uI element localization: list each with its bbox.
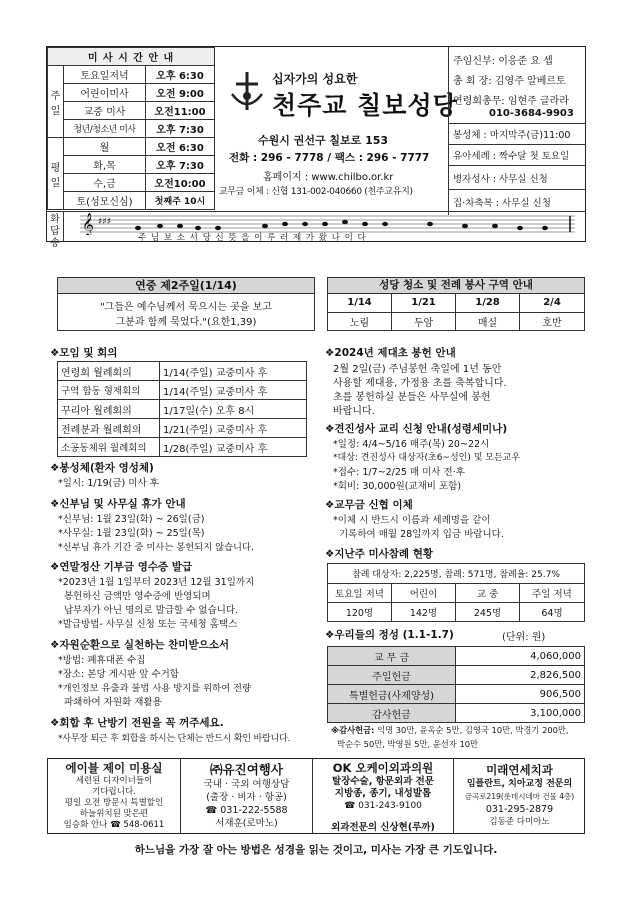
mass-row-name: 월 [64,138,146,156]
weekend-label: 주일 [48,66,64,138]
church-logo [228,70,266,114]
cleaning-group: 호반 [520,312,585,330]
mass-row-time: 오전 6:30 [146,138,215,156]
ad-line: 031-295-2879 [485,804,554,815]
cleaning-date: 1/21 [392,294,456,312]
meeting-when: 1/14(주일) 교중미사 후 [160,381,307,400]
ad-line: 임승화 안나 ☎ 548-0611 [63,820,165,830]
thanks-names: 익명 30만, 윤옥순 5만, 김영국 10만, 박경기 200만, [377,725,569,735]
offering-amount: 2,826,500 [456,666,585,685]
ad-line: 탈장수술, 항문외과 전문 [332,776,434,787]
meetings-table [57,361,307,457]
meeting-when: 1/21(주일) 교중미사 후 [160,419,307,438]
bank-account: 교무금 이체 : 신협 131-002-040660 (천주교유지) [219,187,413,197]
offering-name: 주일헌금 [328,666,456,685]
pastor: 주임신부: 이응준 요 셉 [453,56,553,67]
president: 총 회 장: 김영주 알베르토 [453,76,566,87]
meeting-when: 1/14(주일) 교중미사 후 [160,362,307,381]
mass-row-name: 어린이미사 [64,84,146,102]
weekday-label: 평일 [48,138,64,210]
ad-line: 국내 · 국외 여행상담 [203,779,290,790]
offering-name: 특별헌금(사제양성) [328,685,456,704]
hymn-label: 화답송 [50,214,60,249]
mass-row-name: 교중 미사 [64,102,146,120]
recycle-title: ❖자원순환으로 실천하는 찬미받으소서 [50,639,230,651]
offering-amount: 906,500 [456,685,585,704]
cleaning-date: 1/14 [328,294,392,312]
ad-line: 서재훈(로마노) [215,818,278,829]
meeting-name: 연령회 월례회의 [58,362,160,381]
ad-travel [181,762,312,830]
ad-hair-salon [48,760,180,831]
attendance-header: 토요일 저녁 [328,584,392,603]
ad-line: (출장 · 비자 · 항공) [206,792,287,803]
cleaning-group: 두암 [392,312,456,330]
attendance-header: 주일 저녁 [520,584,585,603]
receipt-line: *2023년 1월 1일부터 2023년 12월 31일까지 [58,577,255,588]
thanks-line-1 [331,724,569,736]
cleaning-date: 2/4 [520,294,585,312]
sunday-quote-1: "그들은 예수님께서 묵으시는 곳을 보고 [100,302,272,313]
attendance-value: 142명 [392,603,456,622]
recycle-line: 파쇄하여 자원화 재활용 [64,697,162,708]
ad-line: ☎ 031-243-9100 [344,801,422,811]
church-title: 천주교 칠보성당 [272,91,458,120]
mass-row-time: 오후 6:30 [146,66,215,84]
vacation-title: ❖신부님 및 사무실 휴가 안내 [50,498,186,510]
attendance-value: 64명 [520,603,585,622]
confirmation-title: ❖견진성사 교리 신청 안내(성령세미나) [325,423,508,435]
blessing-line: 2월 2일(금) 주님봉헌 축일에 1년 동안 [333,364,502,375]
sunday-quote-2: 그분과 함께 묵었다."(요한1,39) [115,317,257,328]
meeting-name: 전례분과 월례회의 [58,419,160,438]
mass-row-name: 화,목 [64,156,146,174]
blessing-line: 사용할 제대용, 가정용 초를 축복합니다. [333,378,507,389]
cleaning-group: 매실 [456,312,520,330]
svg-text:♯♯♯: ♯♯♯ [98,217,112,227]
ad-line: ☎ 031-222-5588 [205,805,288,816]
heater-title: ❖회합 후 난방기 전원을 꼭 꺼주세요. [50,717,224,729]
offering-amount: 3,100,000 [456,704,585,723]
svg-text:𝄞: 𝄞 [82,213,94,235]
home-communion: 봉성체 : 마지막주(금)11:00 [453,130,571,141]
meeting-name: 구역 합동 형제회의 [58,381,160,400]
offering-name: 감사헌금 [328,704,456,723]
vacation-line: *신부님 휴가 기간 중 미사는 봉헌되지 않습니다. [58,542,254,553]
staff-panel [448,47,585,215]
communion-title: ❖봉성체(환자 영성체) [50,462,154,474]
attendance-title: ❖지난주 미사참례 현황 [325,548,434,560]
blessing-line: 초를 봉헌하실 분들은 사무실에 봉헌 [333,392,491,403]
receipt-line: 납부자가 아닌 명의로 발급할 수 없습니다. [64,605,239,616]
ad-line: 임플란트, 치아교정 전문의 [466,779,573,789]
attendance-table [327,563,585,622]
confirmation-line: *대상: 견진성사 대상자(초6~성인) 및 모든교우 [333,453,521,463]
ad-line: 외과전문의 신상현(루까) [331,822,435,833]
attendance-value: 245명 [456,603,520,622]
anointing-sick: 병자성사 : 사무실 신청 [453,174,548,185]
confirmation-line: *접수: 1/7~2/25 매 미사 전·후 [333,467,465,478]
mass-row-name: 수,금 [64,174,146,192]
thanks-line-2: 박순수 50만, 박영원 5만, 윤선자 10만 [337,739,479,749]
attendance-header: 어린이 [392,584,456,603]
ad-line: 기다립니다. [92,787,136,797]
mass-row-time: 오전11:00 [146,102,215,120]
dues-title: ❖교무금 신협 이체 [325,499,413,511]
offering-unit: (단위: 원) [502,632,546,643]
receipt-line: 봉헌하신 금액만 영수증에 반영되며 [64,591,211,602]
meeting-name: 소공동체위 월례회의 [58,438,160,457]
house-car-blessing: 집·차축복 : 사무실 신청 [453,198,551,209]
church-homepage: 홈페이지 : www.chilbo.or.kr [263,172,394,183]
cleaning-group: 노림 [328,312,392,330]
mass-row-name: 토(성모신심) [64,192,146,210]
ad-title: OK 오케이외과의원 [332,761,434,775]
meetings-title: ❖모임 및 회의 [50,347,118,359]
communion-line: *일시: 1/19(금) 미사 후 [58,478,159,489]
confirmation-line: *회비: 30,000원(교재비 포함) [333,481,462,492]
offering-title: ❖우리들의 정성 (1.1-1.7) [325,629,454,641]
receipt-title: ❖연말정산 기부금 영수증 발급 [50,561,193,573]
meeting-when: 1/28(주일) 교중미사 후 [160,438,307,457]
church-logo-icon [228,70,266,114]
offering-amount: 4,060,000 [456,647,585,666]
mass-row-time: 오전10:00 [146,174,215,192]
funeral-phone: 010-3684-9903 [489,108,574,119]
vacation-line: *신부님: 1월 23일(화) ~ 26일(금) [58,514,205,525]
blessing-line: 바랍니다. [333,406,375,417]
ad-line: 김동준 다미아노 [489,817,550,827]
church-subtitle: 십자가의 성요한 [272,72,358,86]
ad-title: 미래연세치과 [486,763,553,777]
attendance-summary: 참례 대상자: 2,225명, 참례: 571명, 참례율: 25.7% [328,564,585,584]
ad-dental [454,762,585,828]
church-phone: 전화 : 296 - 7778 / 팩스 : 296 - 7777 [229,152,430,164]
footer-message: 하느님을 가장 잘 아는 방법은 성경을 읽는 것이고, 미사는 가장 큰 기도입니다. [134,844,498,856]
blessing-title: ❖2024년 제대초 봉헌 안내 [325,347,456,359]
mass-schedule-title: 미 사 시 간 안 내 [48,48,215,66]
mass-row-time: 오후 7:30 [146,156,215,174]
ad-clinic [313,761,453,834]
heater-line: *사무장 퇴근 후 회합을 하시는 단체는 반드시 확인 바랍니다. [58,734,291,744]
mass-row-time: 오후 7:30 [146,120,215,138]
meeting-name: 꾸리아 월례회의 [58,400,160,419]
cleaning-date: 1/28 [456,294,520,312]
ad-line: 하늘위치된 맞은편 [79,809,149,819]
cleaning-table [327,294,585,331]
hymn-lyrics: 주 님 보 소 서 당 신 뜻 을 이 루 러 제 가 왔 나 이 다 [138,233,367,243]
funeral-secretary: 연령회총무: 임현주 글라라 [453,96,569,107]
mass-row-name: 청년/청소년 미사 [64,120,146,138]
infant-baptism: 유아세례 : 짝수달 첫 토요일 [453,151,570,162]
dues-line: *이체 시 반드시 이름과 세례명을 같이 [333,515,491,526]
thanks-label: ※감사헌금: [331,725,375,735]
recycle-line: *방법: 폐휴대폰 수집 [58,655,146,666]
offering-table [327,646,585,723]
sunday-quote-box [57,294,315,331]
ad-title: 에이블 제이 미용실 [65,761,163,775]
recycle-line: *개인정보 유출과 불법 사용 방지를 위하여 전량 [58,683,252,694]
sunday-title: 연중 제2주일(1/14) [57,277,315,294]
vacation-line: *사무실: 1월 23일(화) ~ 25일(목) [58,528,205,539]
dues-line: 기록하여 매월 28일까지 입금 바랍니다. [339,529,504,540]
ad-line: 금곡로219(롯데시네마 건물 4층) [464,792,575,801]
ad-title: ㈜유진여행사 [210,762,283,777]
cleaning-title: 성당 청소 및 전례 봉사 구역 안내 [327,277,585,294]
receipt-line: *발급방법- 사무실 신청 또는 국세청 홈택스 [58,619,238,630]
recycle-line: *장소: 본당 게시판 앞 수거함 [58,669,179,680]
ad-line: 세련된 디자이너들이 [75,776,153,786]
attendance-value: 120명 [328,603,392,622]
offering-name: 교 무 금 [328,647,456,666]
attendance-header: 교 중 [456,584,520,603]
mass-row-time: 첫째주 10시 [146,192,215,210]
mass-schedule [47,47,215,210]
confirmation-line: *일정: 4/4~5/16 매주(목) 20~22시 [333,439,490,450]
mass-row-name: 토요일저녁 [64,66,146,84]
ad-line: 지방종, 종기, 내성발톱 [334,788,432,799]
meeting-when: 1/17일(수) 오후 8시 [160,400,307,419]
ad-line: 평일 오전 방문시 특별할인 [64,798,164,808]
church-address: 수원시 권선구 칠보로 153 [258,134,389,147]
mass-row-time: 오전 9:00 [146,84,215,102]
